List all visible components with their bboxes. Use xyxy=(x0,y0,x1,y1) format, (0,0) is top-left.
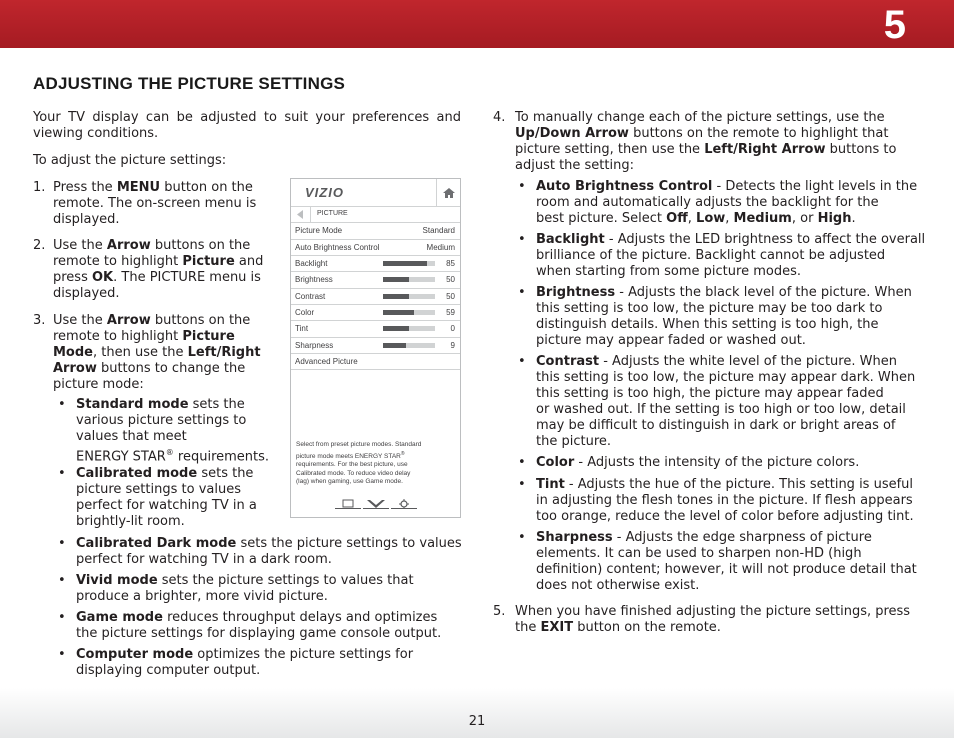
bullet-dot: • xyxy=(518,455,526,470)
tv-row-value: 59 xyxy=(446,308,455,317)
bullet-dot: • xyxy=(518,530,526,545)
step-5-number: 5. xyxy=(493,604,506,619)
section-title: ADJUSTING THE PICTURE SETTINGS xyxy=(33,74,346,93)
tv-row-label: Tint xyxy=(295,324,309,333)
bullet-dot: • xyxy=(58,466,66,481)
brightness-slider xyxy=(383,277,435,282)
bullet-dot: • xyxy=(518,354,526,369)
tv-row-value: 50 xyxy=(446,275,455,284)
tv-row-label: Backlight xyxy=(295,259,328,268)
tv-menu-nav xyxy=(291,207,460,223)
tv-menu-bottom-icons xyxy=(335,497,419,511)
tv-row-value: 0 xyxy=(450,324,455,333)
slider-fill xyxy=(383,326,409,331)
sharpness-text: Sharpness - Adjusts the edge sharpness of picture elements. It can be used to sharpen non-HD (high definition) content; however, it will not produce detail that does not otherwise exist. xyxy=(536,530,917,593)
tv-row-contrast xyxy=(291,289,460,305)
bullet-dot: • xyxy=(58,647,66,662)
bullet-dot: • xyxy=(518,179,526,194)
tv-row-advanced-picture xyxy=(291,354,460,370)
header-bar xyxy=(0,0,954,48)
tv-row-tint xyxy=(291,321,460,338)
game-mode-text: Game mode reduces throughput delays and optimizes the picture settings for displaying game console output. xyxy=(76,610,442,641)
tint-text: Tint - Adjusts the hue of the picture. This setting is useful in adjusting the flesh tones in the picture. If flesh appears too orange, reduce the level of color before adjusting tint. xyxy=(536,477,914,524)
standard-mode-text: Standard mode sets the various picture settings to values that meet ENERGY STAR® requirements. xyxy=(76,397,270,465)
contrast-text: Contrast - Adjusts the white level of the picture. When this setting is too low, the picture may appear dark. When this setting is too high, the picture may appear faded or washed out. If the setting is too high or too low, detail may be difficult to distinguish in dark or bright areas of the picture. xyxy=(536,354,916,449)
tv-row-label: Contrast xyxy=(295,292,326,301)
closed-caption-icon xyxy=(335,497,361,509)
tv-row-value: Standard xyxy=(422,226,455,235)
tv-row-label: Brightness xyxy=(295,275,333,284)
tv-row-auto-brightness xyxy=(291,240,460,256)
color-text: Color - Adjusts the intensity of the picture colors. xyxy=(536,455,860,470)
to-adjust-text: To adjust the picture settings: xyxy=(33,153,227,168)
slider-fill xyxy=(383,343,406,348)
tv-menu-header xyxy=(291,179,460,207)
slider-fill xyxy=(383,294,409,299)
bullet-dot: • xyxy=(518,285,526,300)
footer-bar xyxy=(0,688,954,738)
calibrated-dark-mode-text: Calibrated Dark mode sets the picture settings to values perfect for watching TV in a dark room. xyxy=(76,536,462,567)
bullet-dot: • xyxy=(58,610,66,625)
back-arrow-icon xyxy=(291,207,311,222)
tv-row-value: 9 xyxy=(450,341,455,350)
tv-row-label: Color xyxy=(295,308,315,317)
contrast-slider xyxy=(383,294,435,299)
chapter-number: 5 xyxy=(883,3,906,47)
slider-fill xyxy=(383,310,414,315)
tv-row-value: Medium xyxy=(426,243,455,252)
bullet-dot: • xyxy=(518,232,526,247)
tint-slider xyxy=(383,326,435,331)
step-2-text: Use the Arrow buttons on the remote to highlight Picture and press OK. The PICTURE menu is displayed. xyxy=(53,238,264,301)
intro-paragraph: Your TV display can be adjusted to suit your preferences and viewing conditions. xyxy=(33,110,461,141)
computer-mode-text: Computer mode optimizes the picture settings for displaying computer output. xyxy=(76,647,414,678)
bullet-dot: • xyxy=(58,397,66,412)
vizio-logo: VIZIO xyxy=(305,185,344,200)
tv-menu-help-text: Select from preset picture modes. Standard picture mode meets ENERGY STAR® requirements. For the best picture, use Calibrated mode. To reduce video delay (lag) when gaming, use Game mode. xyxy=(296,441,422,486)
slider-fill xyxy=(383,277,409,282)
color-slider xyxy=(383,310,435,315)
bullet-dot: • xyxy=(518,477,526,492)
home-icon xyxy=(436,179,460,207)
vivid-mode-text: Vivid mode sets the picture settings to values that produce a brighter, more vivid picture. xyxy=(76,573,414,604)
tv-row-backlight xyxy=(291,256,460,272)
step-3-number: 3. xyxy=(33,313,46,328)
tv-row-brightness xyxy=(291,272,460,289)
tv-row-label: Picture Mode xyxy=(295,226,343,235)
step-1-text: Press the MENU button on the remote. The on-screen menu is displayed. xyxy=(53,180,257,227)
step-2-number: 2. xyxy=(33,238,46,253)
step-3-text: Use the Arrow buttons on the remote to highlight Picture Mode, then use the Left/Right Arrow buttons to change the picture mode: xyxy=(53,313,261,392)
step-4-number: 4. xyxy=(493,110,506,125)
tv-row-label: Advanced Picture xyxy=(295,357,358,366)
tv-picture-menu-illustration xyxy=(290,178,461,518)
sharpness-slider xyxy=(383,343,435,348)
bullet-dot: • xyxy=(58,573,66,588)
backlight-slider xyxy=(383,261,435,266)
bullet-dot: • xyxy=(58,536,66,551)
page-number: 21 xyxy=(468,714,486,729)
tv-row-picture-mode xyxy=(291,223,460,240)
backlight-text: Backlight - Adjusts the LED brightness to affect the overall brilliance of the picture. Backlight cannot be adjusted when starting from some picture modes. xyxy=(536,232,926,279)
tv-row-value: 85 xyxy=(446,259,455,268)
brightness-text: Brightness - Adjusts the black level of the picture. When this setting is too low, the picture may be too dark to distinguish details. When this setting is too high, the picture may appear faded or washed out. xyxy=(536,285,912,348)
chevron-down-icon xyxy=(363,497,389,509)
tv-row-label: Auto Brightness Control xyxy=(295,243,380,252)
step-4-text: To manually change each of the picture settings, use the Up/Down Arrow buttons on the remote to highlight that picture setting, then use the Left/Right Arrow buttons to adjust the setting: xyxy=(515,110,897,173)
step-5-text: When you have finished adjusting the picture settings, press the EXIT button on the remote. xyxy=(515,604,911,635)
calibrated-mode-text: Calibrated mode sets the picture settings to values perfect for watching TV in a brightly-lit room. xyxy=(76,466,257,529)
tv-row-color xyxy=(291,305,460,321)
step-1-number: 1. xyxy=(33,180,46,195)
tv-row-label: Sharpness xyxy=(295,341,334,350)
slider-fill xyxy=(383,261,427,266)
gear-icon xyxy=(391,497,417,509)
tv-row-sharpness xyxy=(291,338,460,354)
tv-row-value: 50 xyxy=(446,292,455,301)
tv-menu-title: PICTURE xyxy=(317,210,348,217)
auto-brightness-text: Auto Brightness Control - Detects the light levels in the room and automatically adjusts the backlight for the best picture. Select Off, Low, Medium, or High. xyxy=(536,179,918,226)
